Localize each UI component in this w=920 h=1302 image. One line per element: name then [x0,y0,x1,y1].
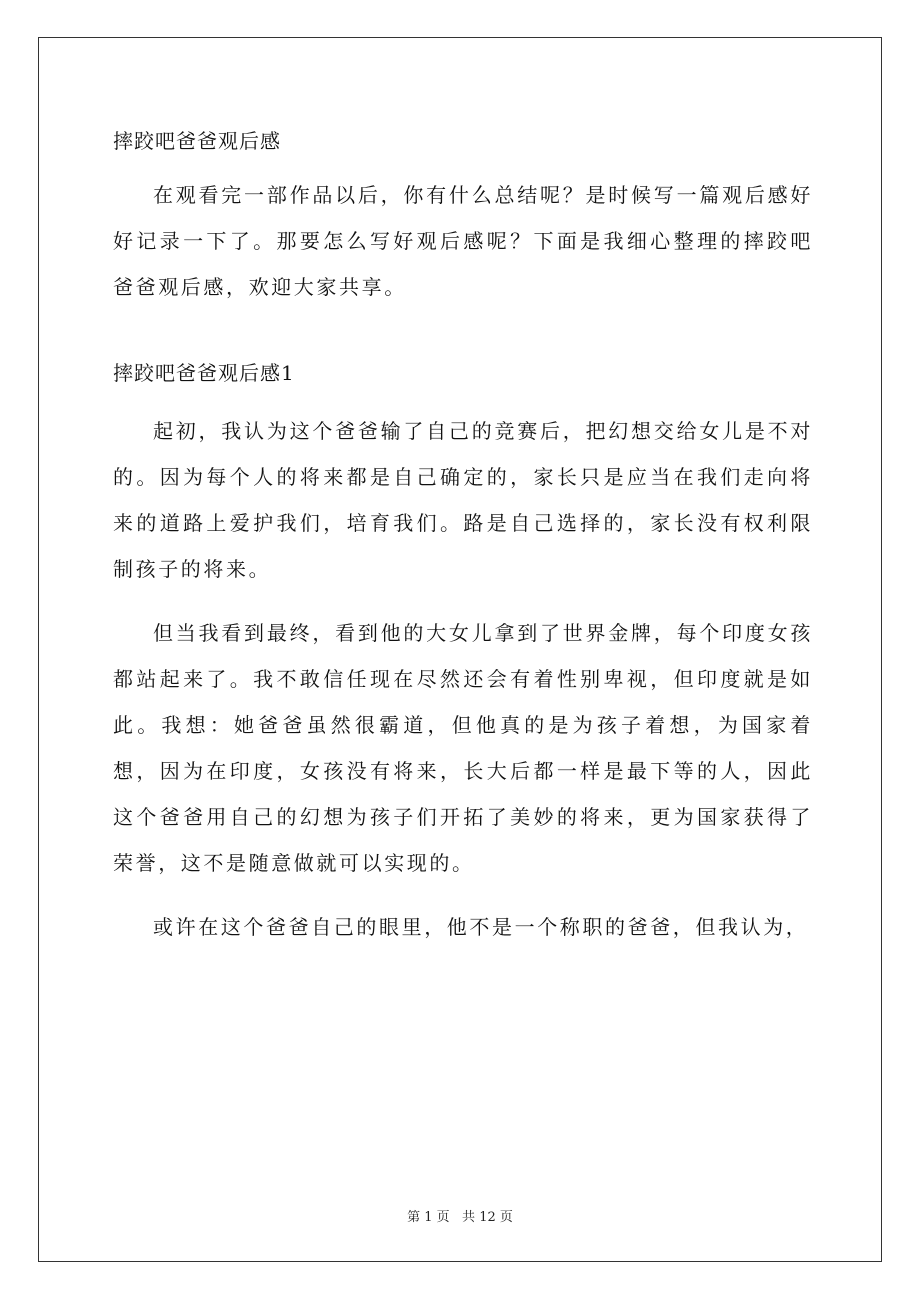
section-spacer [113,310,813,350]
document-body [113,118,813,950]
document-title: 摔跤吧爸爸观后感 [113,129,281,153]
body-paragraph-2: 但当我看到最终，看到他的大女儿拿到了世界金牌，每个印度女孩都站起来了。我不敢信任现在尽然还会有着性别卑视，但印度就是如此。我想：她爸爸虽然很霸道，但他真的是为孩子着想，为国家着想，因为在印度，女孩没有将来，长大后都一样是最下等的人，因此这个爸爸用自己的幻想为孩子们开拓了美妙的将来，更为国家获得了荣誉，这不是随意做就可以实现的。 [113,621,813,875]
body-paragraph-3: 或许在这个爸爸自己的眼里，他不是一个称职的爸爸，但我认为， [153,915,809,939]
body-paragraph-1: 起初，我认为这个爸爸输了自己的竞赛后，把幻想交给女儿是不对的。因为每个人的将来都是自己确定的，家长只是应当在我们走向将来的道路上爱护我们，培育我们。路是自己选择的，家长没有权利限制孩子的将来。 [113,419,813,581]
page-footer: 第 1 页 共 12 页 [407,1210,513,1225]
section-title: 摔跤吧爸爸观后感1 [113,361,295,385]
intro-paragraph: 在观看完一部作品以后，你有什么总结呢？是时候写一篇观后感好好记录一下了。那要怎么写好观后感呢？下面是我细心整理的摔跤吧爸爸观后感，欢迎大家共享。 [113,183,813,299]
